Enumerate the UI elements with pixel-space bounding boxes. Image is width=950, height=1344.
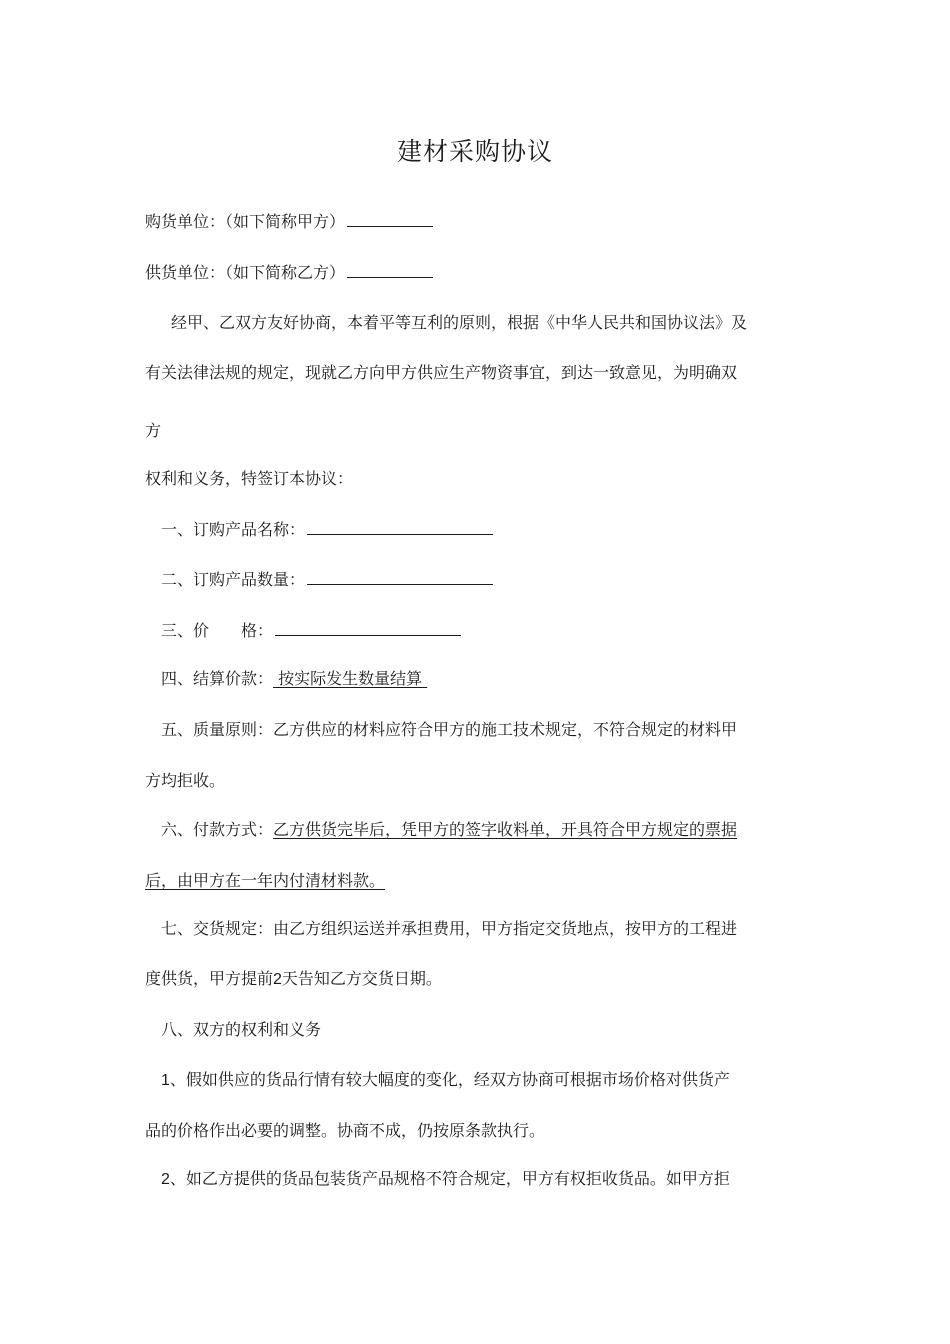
clause-4	[161, 669, 427, 689]
clause-2-label: 二、订购产品数量：	[161, 570, 306, 589]
clause-3-blank	[275, 619, 461, 636]
clause-6-value-1: 乙方供货完毕后，凭甲方的签字收料单，开具符合甲方规定的票据	[273, 820, 738, 839]
buyer-line	[145, 210, 433, 232]
intro-line-1: 经甲、乙双方友好协商，本着平等互利的原则，根据《中华人民共和国协议法》及	[171, 313, 748, 332]
clause-6-label: 六、付款方式：	[161, 820, 274, 839]
clause-8-2-text: 、如乙方提供的货品包装货产品规格不符合规定，甲方有权拒收货品。如甲方拒	[169, 1169, 730, 1188]
clause-1	[161, 518, 493, 540]
clause-6-line-1	[161, 820, 737, 840]
clause-2	[161, 568, 493, 590]
clause-8-1-line-2: 品的价格作出必要的调整。协商不成，仍按原条款执行。	[145, 1121, 546, 1140]
supplier-label: 供货单位：（如下简称乙方）	[145, 263, 346, 282]
clause-8-title: 八、双方的权利和义务	[161, 1020, 322, 1039]
clause-8-1-line-1	[161, 1070, 730, 1091]
clause-7-line-2	[145, 969, 442, 990]
clause-7-text-a: 度供货，甲方提前	[145, 969, 274, 988]
clause-3	[161, 619, 461, 641]
clause-6-line-2	[145, 871, 385, 891]
clause-8-2-number: 2	[161, 1171, 170, 1188]
clause-8-1-text: 、假如供应的货品行情有较大幅度的变化，经双方协商可根据市场价格对供货产	[169, 1070, 730, 1089]
intro-line-3: 方	[145, 421, 162, 440]
clause-2-blank	[307, 568, 493, 585]
clause-8-1-number: 1	[161, 1072, 170, 1089]
supplier-blank	[347, 261, 433, 278]
clause-7-text-b: 天告知乙方交货日期。	[281, 969, 442, 988]
supplier-line	[145, 261, 433, 283]
clause-5-line-1: 五、质量原则：乙方供应的材料应符合甲方的施工技术规定，不符合规定的材料甲	[161, 720, 738, 739]
intro-line-2: 有关法律法规的规定，现就乙方向甲方供应生产物资事宜，到达一致意见，为明确双	[145, 363, 738, 382]
clause-1-blank	[307, 518, 493, 535]
clause-5-line-2: 方均拒收。	[145, 771, 226, 790]
clause-7-days: 2	[273, 971, 282, 988]
buyer-label: 购货单位：（如下简称甲方）	[145, 212, 346, 231]
clause-8-2-line-1	[161, 1169, 730, 1190]
clause-1-label: 一、订购产品名称：	[161, 520, 306, 539]
intro-line-4: 权利和义务，特签订本协议：	[145, 469, 354, 488]
buyer-blank	[347, 210, 433, 227]
clause-6-value-2: 后，由甲方在一年内付清材料款。	[145, 871, 386, 890]
clause-7-line-1: 七、交货规定：由乙方组织运送并承担费用，甲方指定交货地点，按甲方的工程进	[161, 919, 738, 938]
clause-3-label: 三、价 格：	[161, 621, 274, 640]
clause-4-value: 按实际发生数量结算	[273, 669, 428, 688]
document-title: 建材采购协议	[396, 137, 553, 166]
clause-4-label: 四、结算价款：	[161, 669, 274, 688]
